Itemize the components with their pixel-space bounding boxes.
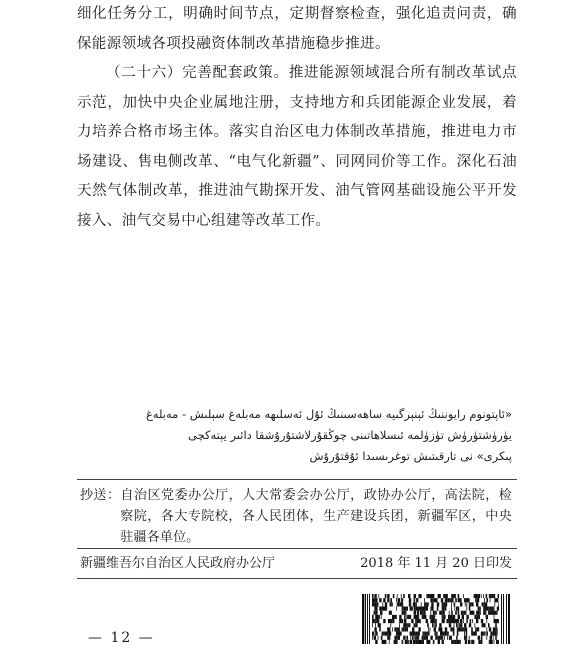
pdf417-barcode — [362, 594, 510, 644]
issuer-name: 新疆维吾尔自治区人民政府办公厅 — [80, 556, 276, 571]
issue-date: 2018 年 11 月 20 日印发 — [360, 556, 512, 571]
uyghur-line-1: «ئاپتونوم رايوننىڭ ئېنېرگىيە ساھەسىنىڭ ئۇل ئەسلىھە مەبلەغ سېلىش - مەبلەغ — [145, 407, 512, 421]
uyghur-title-block — [96, 404, 512, 467]
uyghur-line-2: يۈرۈشتۈرۈش تۈزۈلمە ئىسلاھاتىنى چوڭقۇرلاشتۇرۇشقا دائىر يېتەكچى — [188, 428, 512, 442]
page-number: — 12 — — [88, 630, 155, 646]
cc-label: 抄送： — [80, 488, 121, 503]
cc-recipients: 自治区党委办公厅，人大常委会办公厅，政协办公厅，高法院，检察院，各大专院校，各人民团体，生产建设兵团，新疆军区，中央驻疆各单位。 — [120, 488, 512, 545]
divider-top — [77, 479, 517, 480]
paragraph-continued: 细化任务分工，明确时间节点，定期督察检查，强化追责问责，确保能源领域各项投融资体制改革措施稳步推进。 — [77, 6, 517, 52]
divider-bottom — [77, 578, 517, 579]
barcode-graphic — [362, 594, 510, 644]
cc-block — [80, 485, 512, 548]
body-text — [77, 0, 517, 236]
section-text: 推进能源领域混合所有制改革试点示范，加快中央企业属地注册，支持地方和兵团能源企业发展，着力培养合格市场主体。落实自治区电力体制改革措施，推进电力市场建设、售电侧改革、“电气化新疆”、同网同价等工作。深化石油天然气体制改革，推进油气勘探开发、油气管网基础设施公平开发接入、油气交易中心组建等改革工作。 — [77, 65, 517, 229]
divider-middle — [77, 548, 517, 549]
uyghur-line-3: پىكرى» نى تارقىتىش توغرىسىدا ئۇقتۇرۇش — [309, 449, 512, 463]
section-title: （二十六）完善配套政策。 — [106, 65, 289, 81]
paragraph-section-26 — [77, 59, 517, 236]
